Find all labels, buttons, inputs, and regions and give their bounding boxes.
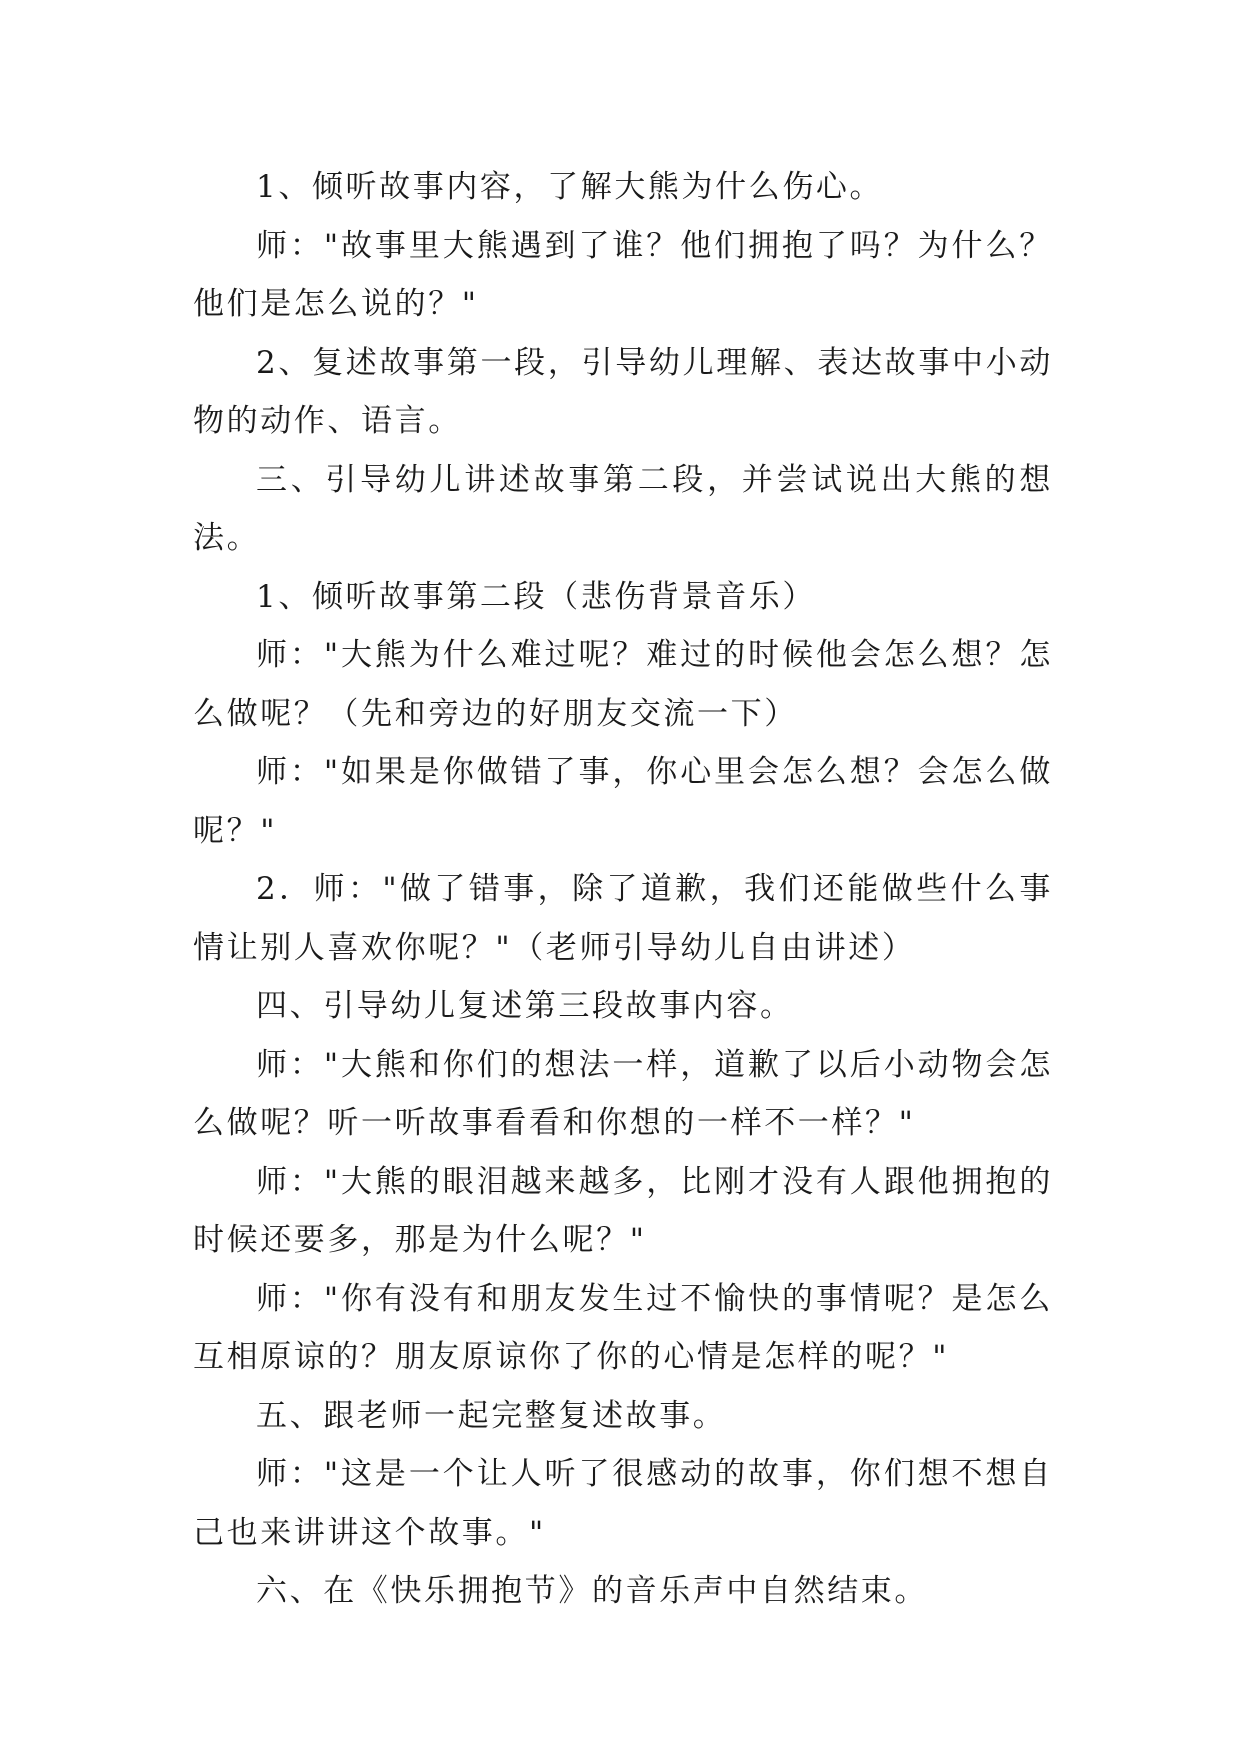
paragraph: 师："你有没有和朋友发生过不愉快的事情呢？是怎么互相原谅的？朋友原谅你了你的心情是怎样的呢？" [193,1280,1053,1375]
paragraph: 2．师："做了错事，除了道歉，我们还能做些什么事情让别人喜欢你呢？"（老师引导幼儿自由讲述） [193,871,1053,966]
paragraph: 1、倾听故事内容，了解大熊为什么伤心。 [256,169,884,205]
paragraph: 四、引导幼儿复述第三段故事内容。 [256,988,794,1024]
paragraph: 师："大熊和你们的想法一样，道歉了以后小动物会怎么做呢？听一听故事看看和你想的一样不一样？" [193,1046,1053,1141]
paragraph: 三、引导幼儿讲述故事第二段，并尝试说出大熊的想法。 [193,461,1053,556]
paragraph: 1、倾听故事第二段（悲伤背景音乐） [256,578,816,615]
paragraph: 2、复述故事第一段，引导幼儿理解、表达故事中小动物的动作、语言。 [193,344,1053,439]
paragraph: 师："大熊为什么难过呢？难过的时候他会怎么想？怎么做呢？（先和旁边的好朋友交流一下） [193,637,1053,732]
paragraph: 师："故事里大熊遇到了谁？他们拥抱了吗？为什么？他们是怎么说的？" [193,227,1053,322]
document-body [193,158,1053,1621]
paragraph: 师："这是一个让人听了很感动的故事，你们想不想自己也来讲讲这个故事。" [193,1456,1053,1551]
paragraph: 师："如果是你做错了事，你心里会怎么想？会怎么做呢？" [193,754,1053,849]
paragraph: 师："大熊的眼泪越来越多，比刚才没有人跟他拥抱的时候还要多，那是为什么呢？" [193,1163,1053,1258]
paragraph: 六、在《快乐拥抱节》的音乐声中自然结束。 [256,1573,928,1609]
paragraph: 五、跟老师一起完整复述故事。 [256,1397,727,1434]
